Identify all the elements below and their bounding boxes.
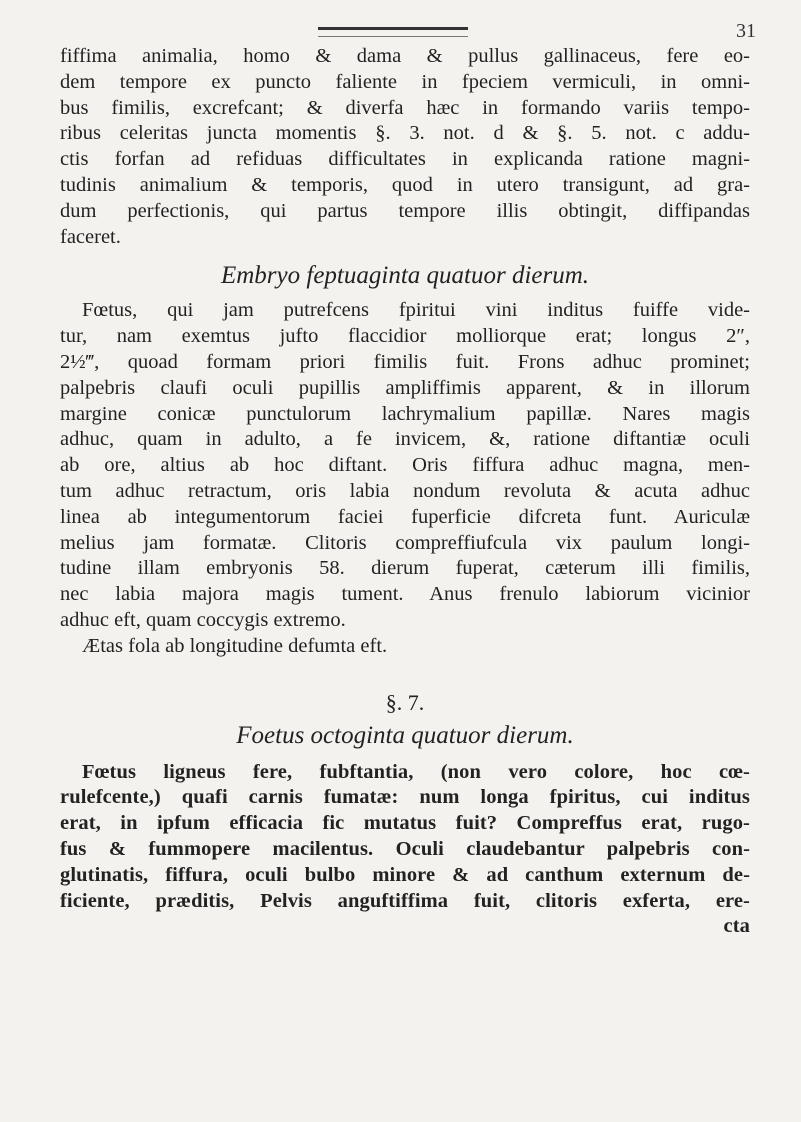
paragraph-1: [60, 44, 750, 250]
text-line: nec labia majora magis tument. Anus frenulo labiorum vicinior: [60, 583, 750, 606]
section-number: §. 7.: [385, 689, 425, 715]
text-line: dum perfectionis, qui partus tempore illis obtingit, diffipandas: [60, 199, 750, 222]
text-line: bus fimilis, excrefcant; & diverfa hæc in formando variis tempo-: [60, 96, 750, 119]
heading-foetus-84: Foetus octoginta quatuor dierum.: [236, 721, 574, 749]
text-line: fus & fummopere macilentus. Oculi claudebantur palpebris con-: [60, 837, 750, 860]
heading-embryo-74: Embryo feptuaginta quatuor dierum.: [220, 262, 590, 290]
text-line: ficiente, præditis, Pelvis anguftiffima fuit, clitoris exferta, ere-: [60, 889, 750, 912]
text-line: palpebris claufi oculi pupillis ampliffimis apparent, & in illorum: [60, 376, 750, 399]
text-line: adhuc eft, quam coccygis extremo.: [60, 608, 346, 631]
catchword: cta: [723, 915, 750, 938]
text-line: linea ab integumentorum faciei fuperficie difcreta funt. Auriculæ: [60, 505, 750, 528]
text-line: erat, in ipfum efficacia fic mutatus fuit? Compreffus erat, rugo-: [60, 812, 750, 835]
header-rule: [318, 27, 468, 37]
page-body: [60, 44, 750, 940]
text-line: rulefcente,) quafi carnis fumatæ: num longa fpiritus, cui inditus: [60, 786, 750, 809]
text-line: ctis forfan ad refiduas difficultates in explicanda ratione magni-: [60, 148, 750, 171]
text-line: melius jam formatæ. Clitoris compreffiufcula vix paulum longi-: [60, 531, 750, 554]
text-line: faceret.: [60, 225, 121, 248]
text-line: tudinis animalium & temporis, quod in utero transigunt, ad gra-: [60, 173, 750, 196]
text-line: ribus celeritas juncta momentis §. 3. not. d & §. 5. not. c addu-: [60, 122, 750, 145]
text-line: ab ore, altius ab hoc diftant. Oris fiffura adhuc magna, men-: [60, 454, 750, 477]
text-line: margine conicæ punctulorum lachrymalium papillæ. Nares magis: [60, 402, 750, 425]
text-line: adhuc, quam in adulto, a fe invicem, &, ratione diftantiæ oculi: [60, 428, 750, 451]
text-line: dem tempore ex puncto faliente in fpeciem vermiculi, in omni-: [60, 70, 750, 93]
text-line: fiffima animalia, homo & dama & pullus gallinaceus, fere eo-: [60, 45, 750, 67]
page-number: 31: [736, 20, 756, 42]
paragraph-2: [60, 298, 750, 659]
text-line: Ætas fola ab longitudine defumta eft.: [82, 634, 388, 657]
text-line: Fœtus ligneus fere, fubftantia, (non vero colore, hoc cœ-: [82, 760, 750, 783]
text-line: Fœtus, qui jam putrefcens fpiritui vini inditus fuiffe vide-: [82, 299, 750, 322]
text-line: tur, nam exemtus jufto flaccidior molliorque erat; longus 2″,: [60, 325, 750, 348]
paragraph-3: [60, 760, 750, 941]
text-line: 2½‴, quoad formam priori fimilis fuit. Frons adhuc prominet;: [60, 350, 750, 373]
text-line: tum adhuc retractum, oris labia nondum revoluta & acuta adhuc: [60, 479, 750, 502]
text-line: glutinatis, fiffura, oculi bulbo minore & ad canthum externum de-: [60, 863, 750, 886]
text-line: tudine illam embryonis 58. dierum fuperat, cæterum illi fimilis,: [60, 557, 750, 580]
